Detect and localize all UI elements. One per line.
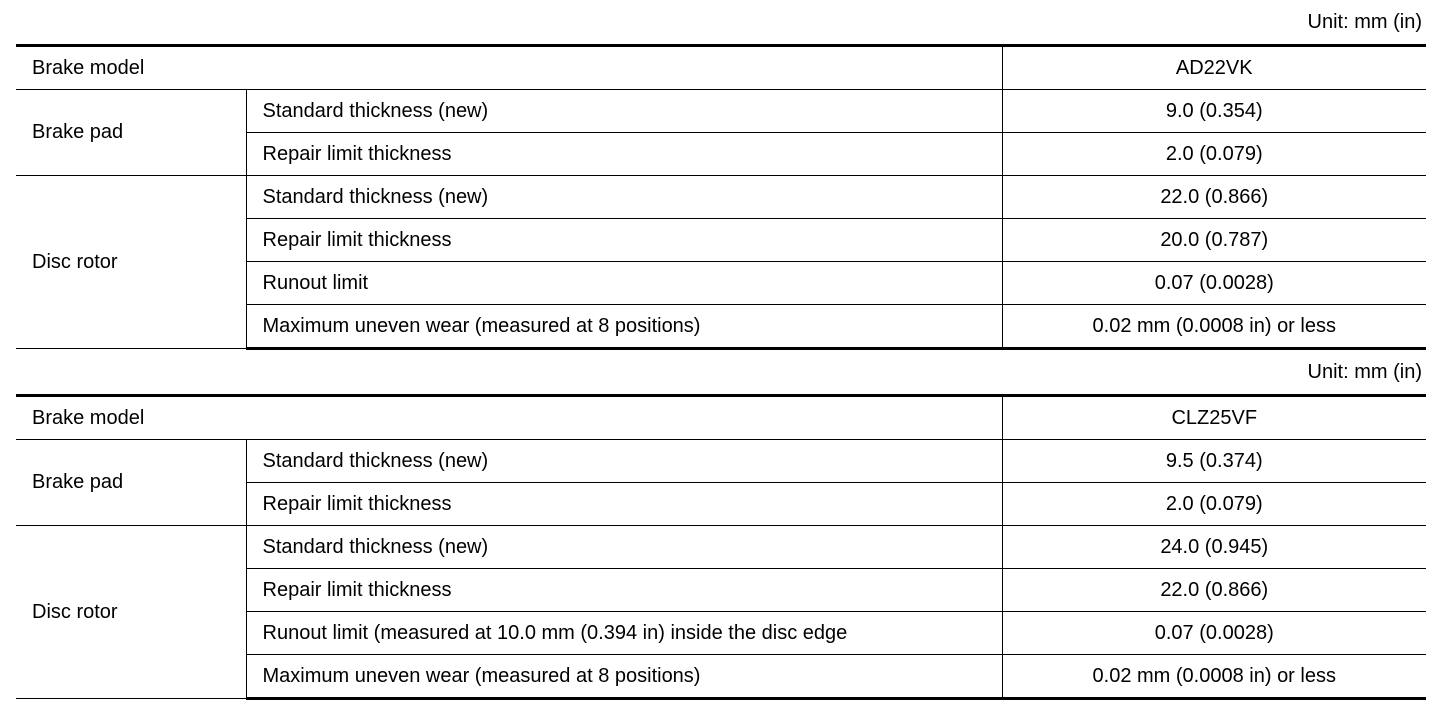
brake-model-label: Brake model [16,396,1002,440]
table-row [16,176,1426,219]
brake-model-label: Brake model [16,46,1002,90]
spec-item: Maximum uneven wear (measured at 8 positions) [246,655,1002,699]
spec-value: 9.0 (0.354) [1002,90,1426,133]
brake-pad-label: Brake pad [16,440,246,526]
spec-item: Repair limit thickness [246,569,1002,612]
spec-value: 22.0 (0.866) [1002,176,1426,219]
brake-spec-table-clz25vf [16,394,1426,700]
spec-item: Repair limit thickness [246,133,1002,176]
spec-item: Standard thickness (new) [246,176,1002,219]
spec-value: 0.02 mm (0.0008 in) or less [1002,305,1426,349]
table-row [16,440,1426,483]
spec-item: Standard thickness (new) [246,526,1002,569]
table-row [16,526,1426,569]
spec-value: 0.07 (0.0028) [1002,612,1426,655]
spec-value: 0.02 mm (0.0008 in) or less [1002,655,1426,699]
table-row [16,90,1426,133]
brake-model-value: AD22VK [1002,46,1426,90]
spec-item: Maximum uneven wear (measured at 8 positions) [246,305,1002,349]
unit-note: Unit: mm (in) [1307,11,1422,33]
spec-value: 0.07 (0.0028) [1002,262,1426,305]
spec-item: Repair limit thickness [246,219,1002,262]
spec-item: Runout limit (measured at 10.0 mm (0.394 in) inside the disc edge [246,612,1002,655]
spec-item: Standard thickness (new) [246,440,1002,483]
brake-model-value: CLZ25VF [1002,396,1426,440]
spec-value: 9.5 (0.374) [1002,440,1426,483]
spec-value: 22.0 (0.866) [1002,569,1426,612]
spec-value: 2.0 (0.079) [1002,133,1426,176]
spec-item: Runout limit [246,262,1002,305]
spec-value: 20.0 (0.787) [1002,219,1426,262]
spec-value: 24.0 (0.945) [1002,526,1426,569]
table-row [16,46,1426,90]
brake-pad-label: Brake pad [16,90,246,176]
spec-item: Standard thickness (new) [246,90,1002,133]
brake-spec-table-ad22vk [16,44,1426,350]
unit-note: Unit: mm (in) [1307,361,1422,383]
disc-rotor-label: Disc rotor [16,526,246,699]
table-row [16,396,1426,440]
spec-item: Repair limit thickness [246,483,1002,526]
spec-value: 2.0 (0.079) [1002,483,1426,526]
disc-rotor-label: Disc rotor [16,176,246,349]
